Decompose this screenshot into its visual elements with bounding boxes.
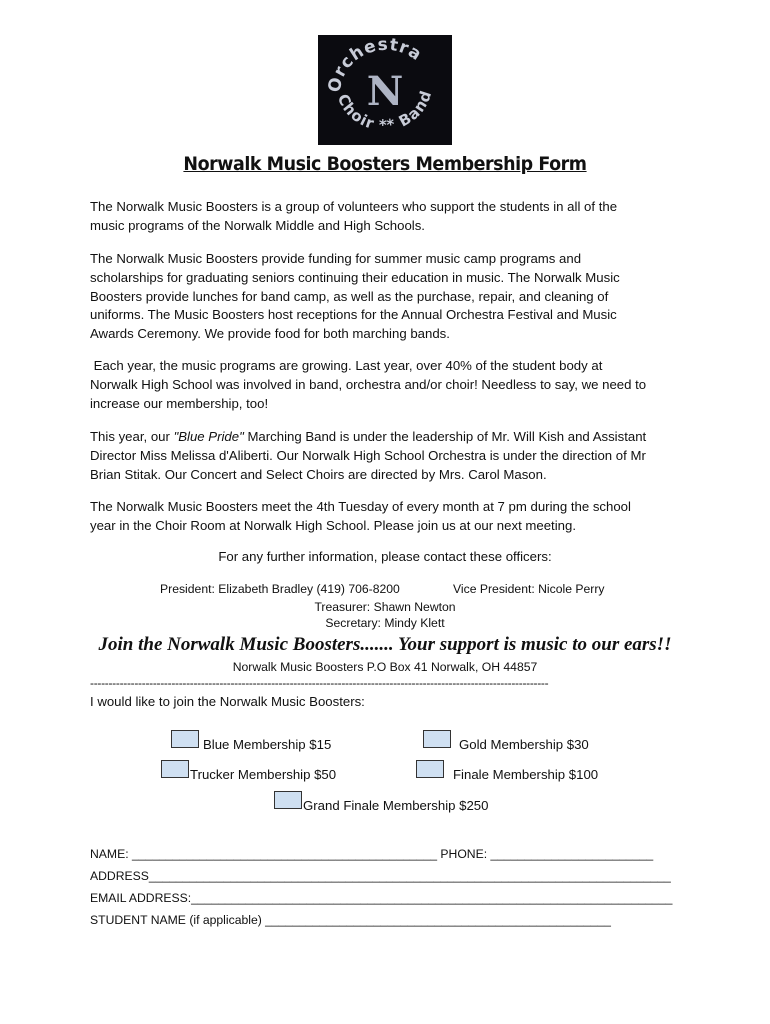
grand-finale-membership-checkbox[interactable] xyxy=(274,791,302,809)
blue-membership-checkbox[interactable] xyxy=(171,730,199,748)
name-phone-field[interactable]: NAME: _____________________________________________ PHONE: ________________________ xyxy=(90,847,654,861)
officer-vice-president: Vice President: Nicole Perry xyxy=(453,582,605,596)
leadership-paragraph xyxy=(90,428,682,484)
email-field[interactable]: EMAIL ADDRESS:_______________________________________________________________________ xyxy=(90,891,673,905)
text-line: increase our membership, too! xyxy=(90,395,269,411)
student-name-field[interactable]: STUDENT NAME (if applicable) ___________________________________________________ xyxy=(90,913,611,927)
text-line xyxy=(90,428,682,447)
mailing-address: Norwalk Music Boosters P.O Box 41 Norwalk, OH 44857 xyxy=(232,660,538,674)
cut-line-divider: ---------------------------------------------------------------------------------------------------------------------------- xyxy=(90,676,549,690)
text-line: The Norwalk Music Boosters provide funding for summer music camp programs and xyxy=(90,251,582,266)
trucker-membership-checkbox[interactable] xyxy=(161,760,189,778)
gold-membership-label: Gold Membership $30 xyxy=(459,737,589,752)
blue-membership-label: Blue Membership $15 xyxy=(203,737,332,752)
slogan: Join the Norwalk Music Boosters....... Your support is music to our ears!! xyxy=(98,634,672,655)
gold-membership-checkbox[interactable] xyxy=(423,730,451,748)
contact-intro: For any further information, please contact these officers: xyxy=(218,549,552,564)
page-title: Norwalk Music Boosters Membership Form xyxy=(183,153,587,175)
text-line: Boosters provide lunches for band camp, as well as the purchase, repair, and cleaning of xyxy=(90,288,609,304)
text-line: Each year, the music programs are growing. Last year, over 40% of the student body at xyxy=(90,358,603,373)
text-line: Awards Ceremony. We provide food for both marching bands. xyxy=(90,326,450,342)
trucker-membership-label: Trucker Membership $50 xyxy=(190,767,337,782)
funding-paragraph xyxy=(90,250,682,344)
meeting-paragraph xyxy=(90,498,682,536)
band-name: "Blue Pride" xyxy=(173,429,244,444)
join-prompt: I would like to join the Norwalk Music Boosters: xyxy=(90,694,365,709)
text-line: The Norwalk Music Boosters meet the 4th Tuesday of every month at 7 pm during the school xyxy=(90,499,631,514)
logo-letter: N xyxy=(366,68,404,115)
logo-emblem xyxy=(318,35,452,145)
text-segment: Marching Band is under the leadership of Mr. Will Kish and Assistant xyxy=(243,429,647,444)
officer-president: President: Elizabeth Bradley (419) 706-8200 xyxy=(160,582,400,596)
text-line: The Norwalk Music Boosters is a group of volunteers who support the students in all of the xyxy=(90,199,618,214)
logo-arc-bottom: Choir ** Band xyxy=(333,87,436,135)
growth-paragraph xyxy=(90,357,682,413)
text-line: scholarships for graduating seniors continuing their education in music. The Norwalk Music xyxy=(90,269,620,285)
officer-secretary: Secretary: Mindy Klett xyxy=(325,616,445,630)
text-line: music programs of the Norwalk Middle and High Schools. xyxy=(90,217,425,233)
intro-paragraph xyxy=(90,198,682,236)
finale-membership-checkbox[interactable] xyxy=(416,760,444,778)
text-line: year in the Choir Room at Norwalk High School. Please join us at our next meeting. xyxy=(90,517,576,533)
text-line: Director Miss Melissa d'Aliberti. Our Norwalk High School Orchestra is under the direction of Mr xyxy=(90,447,646,463)
logo-arc-top: Orchestra xyxy=(324,35,426,94)
orchestra-choir-band-logo xyxy=(318,35,452,145)
text-line: uniforms. The Music Boosters host receptions for the Annual Orchestra Festival and Music xyxy=(90,307,617,323)
officer-treasurer: Treasurer: Shawn Newton xyxy=(314,600,456,614)
text-line: Norwalk High School was involved in band, orchestra and/or choir! Needless to say, we need to xyxy=(90,376,647,392)
address-field[interactable]: ADDRESS_____________________________________________________________________________ xyxy=(90,869,671,883)
text-line: Brian Stitak. Our Concert and Select Choirs are directed by Mrs. Carol Mason. xyxy=(90,466,547,482)
grand-finale-membership-label: Grand Finale Membership $250 xyxy=(303,798,489,813)
text-segment: This year, our xyxy=(90,429,174,444)
finale-membership-label: Finale Membership $100 xyxy=(453,767,599,782)
